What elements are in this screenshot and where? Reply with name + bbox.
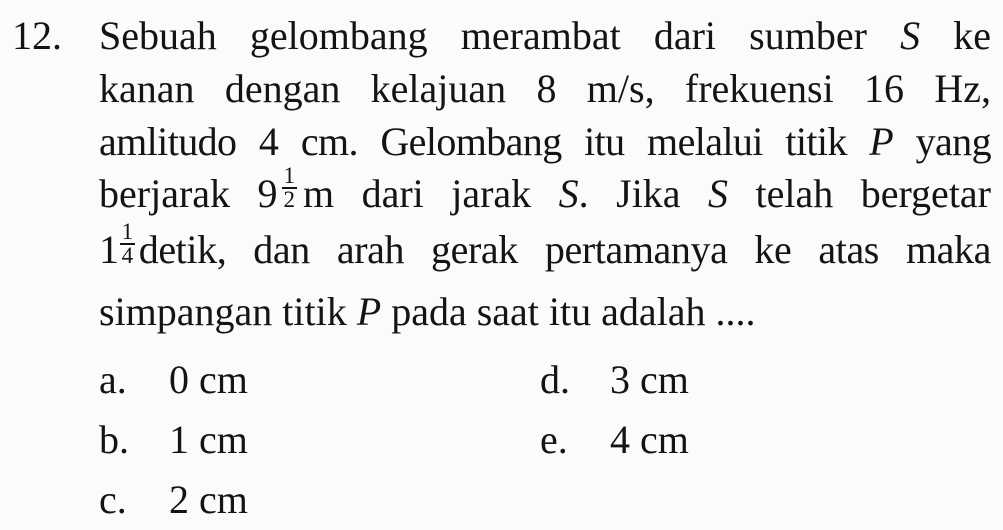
question-line-5 (99, 218, 991, 272)
mixed-number-whole: 1 (99, 227, 119, 272)
option-letter: a. (99, 357, 127, 402)
option-text: 4 cm (610, 417, 689, 462)
question-text: simpangan titik (99, 289, 357, 334)
option-letter: d. (540, 357, 570, 402)
question-line-1 (99, 14, 991, 58)
question-text: Sebuah gelombang merambat dari sumber (99, 13, 901, 58)
answer-option-b[interactable] (99, 418, 248, 462)
option-text: 0 cm (169, 357, 248, 402)
answer-option-d[interactable] (540, 358, 689, 402)
fraction-numerator: 1 (283, 162, 295, 188)
variable-s: S (708, 171, 729, 216)
variable-p: P (356, 289, 382, 334)
question-line-6 (99, 290, 756, 334)
question-text: m dari jarak (303, 171, 559, 216)
variable-s: S (900, 13, 921, 58)
question-line-2: kanan dengan kelajuan 8 m/s, frekuensi 16 Hz, (99, 66, 991, 111)
question-text: telah bergetar (728, 171, 991, 216)
variable-s: S (558, 171, 579, 216)
variable-p: P (869, 119, 894, 164)
question-text: pada saat itu adalah .... (381, 289, 756, 334)
fraction-denominator: 2 (283, 186, 295, 212)
answer-option-c[interactable] (99, 478, 248, 522)
option-letter: e. (540, 417, 568, 462)
fraction-numerator: 1 (121, 218, 133, 244)
option-letter: b. (99, 417, 129, 462)
question-line-4 (99, 162, 991, 216)
option-text: 3 cm (610, 357, 689, 402)
fraction-half (282, 162, 298, 212)
option-letter: c. (99, 477, 127, 522)
question-text: ke (920, 13, 991, 58)
fraction-denominator: 4 (121, 242, 133, 268)
question-text: yang (893, 119, 991, 164)
answer-option-e[interactable] (540, 418, 689, 462)
question-text: berjarak 9 (99, 171, 278, 216)
question-line-3 (99, 120, 991, 164)
question-text: amlitudo 4 cm. Gelombang itu melalui titik (99, 119, 870, 164)
question-number: 12. (12, 13, 62, 58)
answer-option-a[interactable] (99, 358, 248, 402)
question-text: detik, dan arah gerak pertamanya ke atas maka (138, 227, 991, 272)
question-text: . Jika (578, 171, 709, 216)
fraction-quarter (120, 218, 135, 268)
option-text: 2 cm (169, 477, 248, 522)
option-text: 1 cm (169, 417, 248, 462)
